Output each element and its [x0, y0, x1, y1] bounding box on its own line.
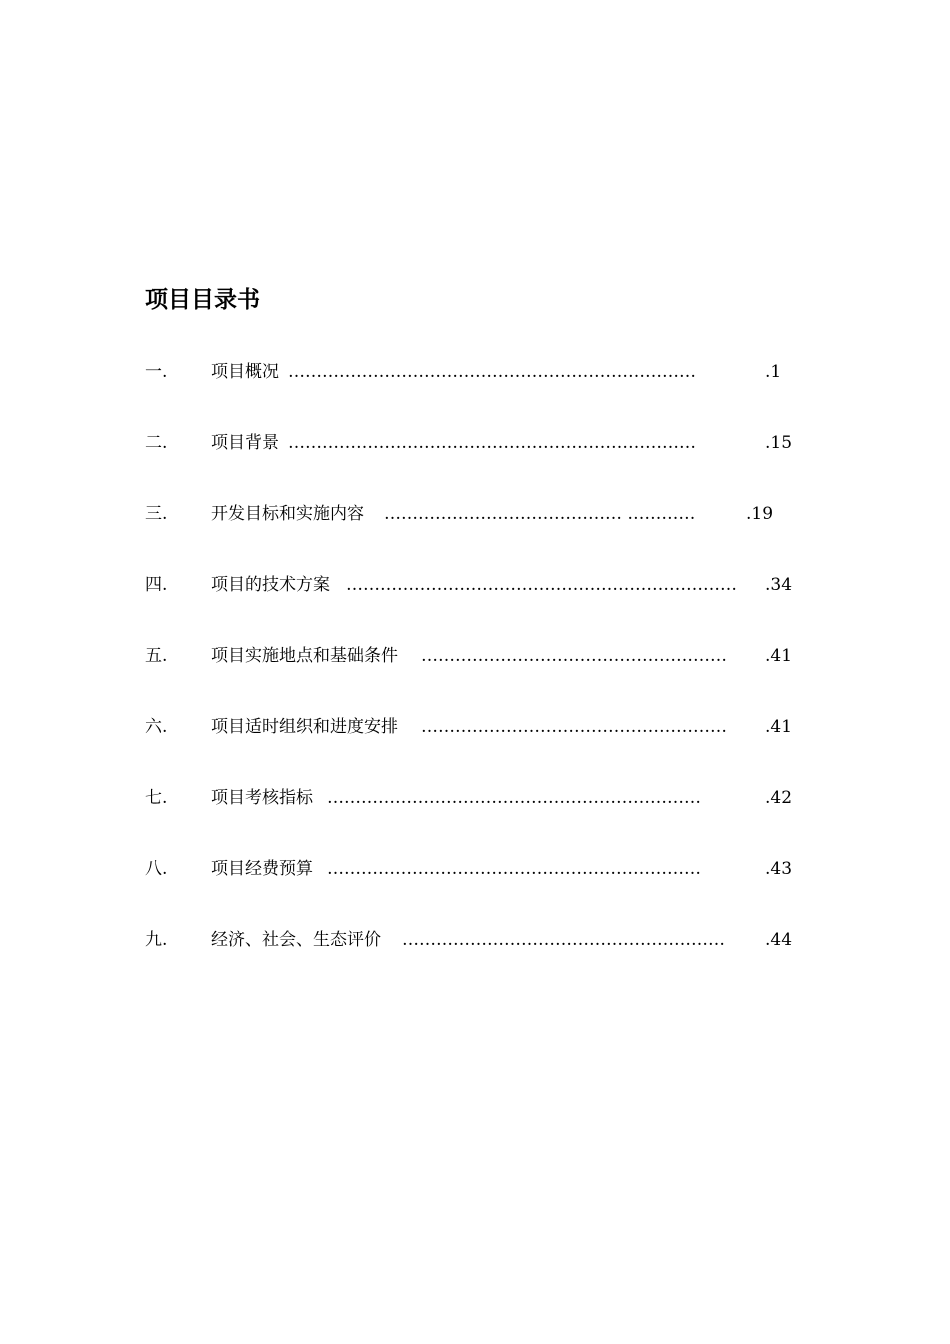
toc-title: 开发目标和实施内容 — [211, 504, 364, 524]
toc-page-number: .44 — [765, 930, 793, 950]
toc-title: 经济、社会、生态评价 — [211, 930, 381, 950]
toc-leader-dots: …………………………………… ………… — [384, 504, 696, 524]
toc-number: 三. — [145, 504, 168, 524]
toc-leader-dots: ……………………………………………………………… — [288, 433, 696, 453]
toc-title: 项目经费预算 — [211, 859, 313, 879]
toc-entry-7[interactable] — [145, 782, 805, 853]
page-title: 项目目录书 — [145, 287, 260, 313]
toc-number: 一. — [145, 362, 168, 382]
toc-entry-8[interactable] — [145, 853, 805, 924]
toc-leader-dots: ………………………………………………… — [402, 930, 725, 950]
toc-number: 二. — [145, 433, 168, 453]
toc-title: 项目概况 — [211, 362, 279, 382]
toc-number: 四. — [145, 575, 168, 595]
toc-entry-3[interactable] — [145, 498, 805, 569]
toc-page-number: .43 — [765, 859, 793, 879]
toc-number: 八. — [145, 859, 168, 879]
toc-entry-1[interactable] — [145, 356, 805, 427]
toc-title: 项目考核指标 — [211, 788, 313, 808]
toc-page-number: .34 — [765, 575, 793, 595]
toc-leader-dots: ……………………………………………………………… — [288, 362, 696, 382]
toc-number: 五. — [145, 646, 168, 666]
toc-title: 项目实施地点和基础条件 — [211, 646, 398, 666]
toc-page-number: .42 — [765, 788, 793, 808]
toc-entry-4[interactable] — [145, 569, 805, 640]
toc-leader-dots: …………………………………………………………… — [346, 575, 737, 595]
toc-page-number: .15 — [765, 433, 793, 453]
toc-page-number: .41 — [765, 717, 793, 737]
toc-page-number: .1 — [765, 362, 782, 382]
toc-entry-6[interactable] — [145, 711, 805, 782]
toc-page-number: .41 — [765, 646, 793, 666]
toc-title: 项目适时组织和进度安排 — [211, 717, 398, 737]
toc-page-number: .19 — [746, 504, 774, 524]
table-of-contents — [145, 356, 805, 995]
toc-entry-5[interactable] — [145, 640, 805, 711]
toc-leader-dots: ………………………………………………………… — [327, 859, 701, 879]
toc-number: 七. — [145, 788, 168, 808]
toc-title: 项目背景 — [211, 433, 279, 453]
toc-leader-dots: ……………………………………………… — [421, 646, 727, 666]
toc-number: 九. — [145, 930, 168, 950]
toc-title: 项目的技术方案 — [211, 575, 330, 595]
toc-leader-dots: ……………………………………………… — [421, 717, 727, 737]
toc-entry-2[interactable] — [145, 427, 805, 498]
toc-number: 六. — [145, 717, 168, 737]
toc-entry-9[interactable] — [145, 924, 805, 995]
toc-leader-dots: ………………………………………………………… — [327, 788, 701, 808]
